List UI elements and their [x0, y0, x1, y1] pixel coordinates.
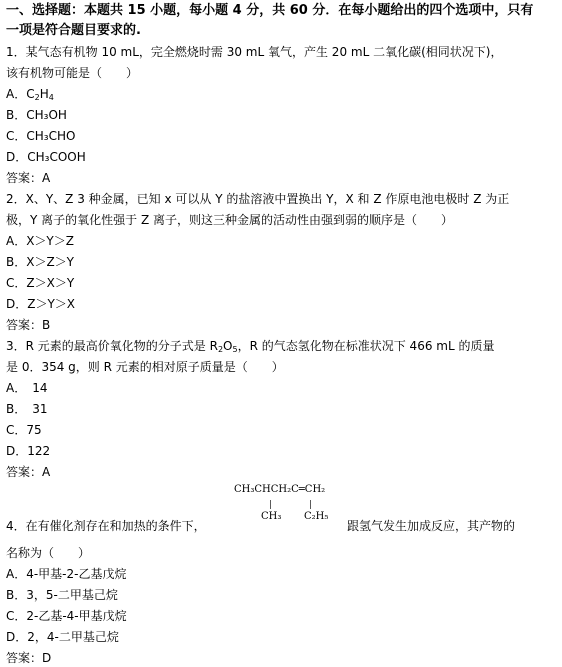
q1-option-a: A．$C_2H_4$ [6, 87, 54, 102]
q3-stem-line2: 是 0．354 g，则 R 元素的相对原子质量是（ ） [6, 360, 284, 374]
q3-option-a: A． 14 [6, 381, 48, 395]
q3-option-b: B． 31 [6, 402, 48, 416]
q3-option-d: D．122 [6, 444, 51, 458]
q4-answer: 答案：D [6, 651, 52, 665]
q3-stem-line1: 3．R 元素的最高价氧化物的分子式是 $R_2O_5$，R 的气态氢化物在标准状况下 466 mL 的质量 [6, 339, 495, 354]
q4-option-a: A．4-甲基-2-乙基戊烷 [6, 567, 127, 581]
q1-stem-line1: 1．某气态有机物 10 mL，完全燃烧时需 30 mL 氧气，产生 20 mL 二氧化碳(相同状况下)， [6, 45, 503, 59]
structural-formula-methyl-branch: CH₃ [261, 511, 282, 522]
section-header-line2: 一项是符合题目要求的. [6, 23, 141, 38]
q3-option-c: C．75 [6, 423, 42, 437]
q4-option-c: C．2-乙基-4-甲基戊烷 [6, 609, 127, 623]
q2-option-a: A．X＞Y＞Z [6, 234, 74, 248]
q2-option-b: B．X＞Z＞Y [6, 255, 75, 269]
q1-answer: 答案：A [6, 171, 51, 185]
q1-option-d: D．CH₃COOH [6, 150, 86, 164]
q2-stem-line1: 2．X、Y、Z 3 种金属，已知 x 可以从 Y 的盐溶液中置换出 Y，X 和 Z 作原电池电极时 Z 为正 [6, 192, 510, 206]
q4-option-d: D．2，4-二甲基己烷 [6, 630, 119, 644]
structural-formula-main-chain: CH₃CHCH₂C═CH₂ [234, 484, 326, 495]
q4-stem-before: 4．在有催化剂存在和加热的条件下， [6, 519, 206, 533]
q4-stem-after: 跟氢气发生加成反应，其产物的 [347, 519, 516, 533]
q2-answer: 答案：B [6, 318, 51, 332]
q1-option-c: C．CH₃CHO [6, 129, 76, 143]
q2-stem-line2: 极，Y 离子的氧化性强于 Z 离子，则这三种金属的活动性由强到弱的顺序是（ ） [6, 213, 453, 227]
q4-option-b: B．3，5-二甲基己烷 [6, 588, 118, 602]
structural-formula [234, 484, 354, 528]
structural-formula-ethyl-branch: C₂H₅ [304, 511, 329, 522]
q2-option-c: C．Z＞X＞Y [6, 276, 75, 290]
q1-option-b: B．CH₃OH [6, 108, 67, 122]
section-header-line1: 一、选择题：本题共 15 小题，每小题 4 分，共 60 分．在每小题给出的四个选项中，只有 [6, 3, 534, 18]
q3-answer: 答案：A [6, 465, 51, 479]
q1-stem-line2: 该有机物可能是（ ） [6, 66, 139, 80]
q2-option-d: D．Z＞Y＞X [6, 297, 76, 311]
q4-stem-line2: 名称为（ ） [6, 546, 91, 560]
